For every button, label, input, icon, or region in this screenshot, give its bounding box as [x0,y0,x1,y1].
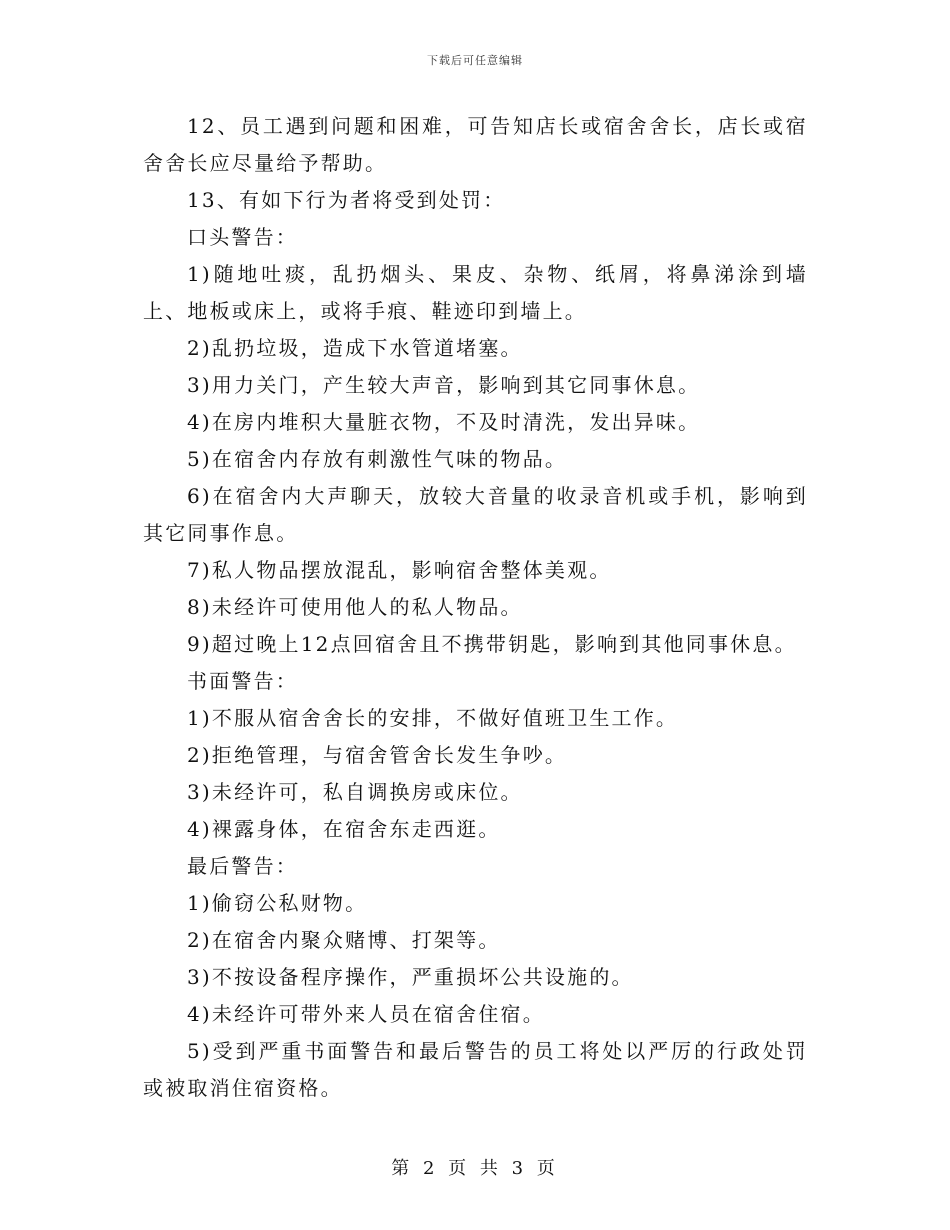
list-item: 6)在宿舍内大声聊天，放较大音量的收录音机或手机，影响到其它同事作息。 [143,484,808,545]
section-heading-verbal-warning: 口头警告： [187,225,298,249]
page-number: 第 2 页 共 3 页 [391,1158,559,1179]
list-item: 5)受到严重书面警告和最后警告的员工将处以严厉的行政处罚或被取消住宿资格。 [143,1039,808,1100]
list-item: 2)在宿舍内聚众赌博、打架等。 [187,928,501,952]
document-body [143,108,808,1107]
list-item: 4)在房内堆积大量脏衣物，不及时清洗，发出异味。 [187,410,701,434]
page-header-note: 下载后可任意编辑 [427,54,523,67]
paragraph-12: 12、员工遇到问题和困难，可告知店长或宿舍舍长，店长或宿舍舍长应尽量给予帮助。 [143,114,808,175]
list-item: 1)不服从宿舍舍长的安排，不做好值班卫生工作。 [187,706,679,730]
list-item: 3)用力关门，产生较大声音，影响到其它同事休息。 [187,373,701,397]
list-item: 4)未经许可带外来人员在宿舍住宿。 [187,1002,545,1026]
list-item: 9)超过晚上12点回宿舍且不携带钥匙，影响到其他同事休息。 [187,632,797,656]
list-item: 2)乱扔垃圾，造成下水管道堵塞。 [187,336,523,360]
list-item: 5)在宿舍内存放有刺激性气味的物品。 [187,447,568,471]
list-item: 3)未经许可，私自调换房或床位。 [187,780,523,804]
list-item: 2)拒绝管理，与宿舍管舍长发生争吵。 [187,743,568,767]
paragraph-13: 13、有如下行为者将受到处罚： [187,188,506,212]
section-heading-final-warning: 最后警告： [187,854,298,878]
list-item: 3)不按设备程序操作，严重损坏公共设施的。 [187,965,634,989]
list-item: 8)未经许可使用他人的私人物品。 [187,595,523,619]
list-item: 1)随地吐痰，乱扔烟头、果皮、杂物、纸屑，将鼻涕涂到墙上、地板或床上，或将手痕、鞋迹印到墙上。 [143,262,808,323]
list-item: 1)偷窃公私财物。 [187,891,368,915]
list-item: 7)私人物品摆放混乱，影响宿舍整体美观。 [187,558,612,582]
list-item: 4)裸露身体，在宿舍东走西逛。 [187,817,501,841]
section-heading-written-warning: 书面警告： [187,669,298,693]
